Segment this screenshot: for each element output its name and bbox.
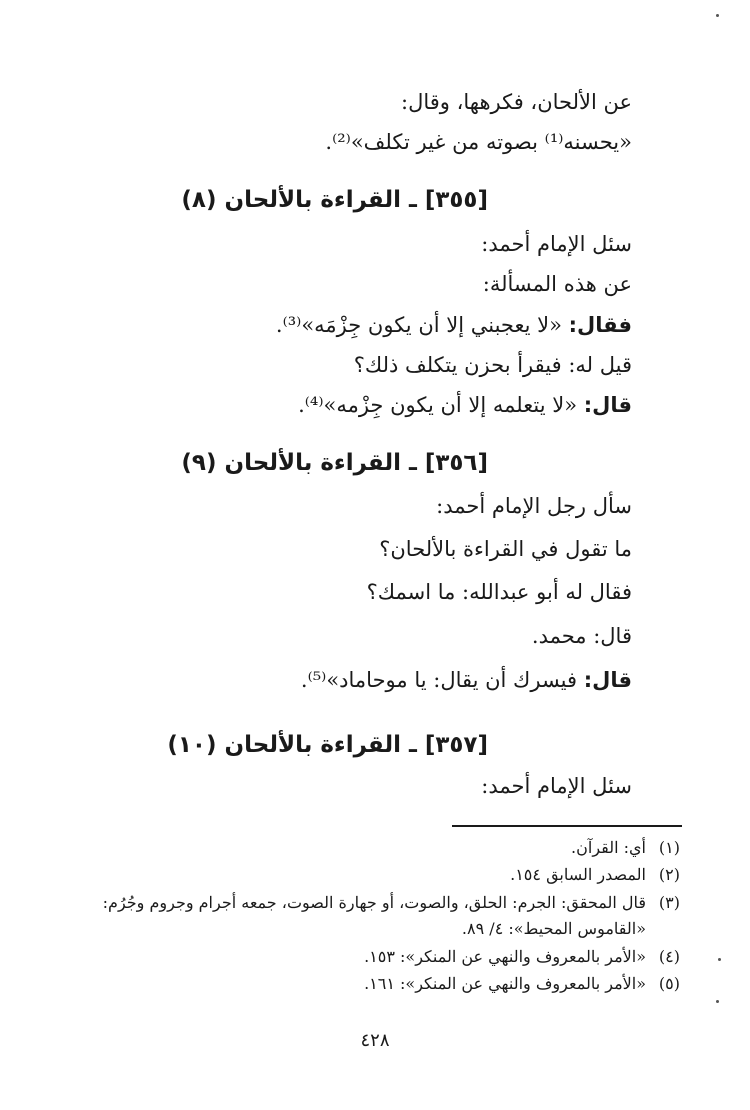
body-line: [301, 666, 632, 694]
footnote-text: أي: القرآن.: [571, 838, 646, 857]
footnote: [364, 946, 680, 968]
body-line: «يحسنه⁽¹⁾ بصوته من غير تكلف»⁽²⁾.: [325, 130, 632, 154]
footnote: [510, 864, 680, 886]
footnote-number: (٢): [658, 865, 680, 884]
footnote-divider: [452, 825, 682, 827]
speaker-label: فقال:: [568, 313, 632, 337]
footnote-text: «الأمر بالمعروف والنهي عن المنكر»: ١٦١.: [364, 974, 646, 993]
body-line: [298, 391, 632, 419]
footnote-number: (٣): [658, 893, 680, 912]
page-number: ٤٢٨: [360, 1030, 390, 1051]
body-line: سئل الإمام أحمد:: [481, 774, 632, 798]
body-line: عن هذه المسألة:: [482, 272, 632, 296]
footnote-text: قال المحقق: الجرم: الحلق، والصوت، أو جهارة الصوت، جمعه أجرام وجروم وجُرُم:: [102, 893, 646, 912]
body-line: سأل رجل الإمام أحمد:: [436, 494, 632, 518]
body-line: سئل الإمام أحمد:: [481, 232, 632, 256]
footnote: [103, 892, 680, 914]
body-line: عن الألحان، فكرهها، وقال:: [401, 90, 632, 114]
section-heading: [٣٥٧] ـ القراءة بالألحان (١٠): [167, 732, 488, 758]
body-line: ما تقول في القراءة بالألحان؟: [379, 537, 632, 561]
speaker-label: قال:: [583, 393, 632, 417]
section-heading: [٣٥٥] ـ القراءة بالألحان (٨): [181, 187, 488, 213]
scan-speck: [716, 14, 719, 17]
footnote-text: «الأمر بالمعروف والنهي عن المنكر»: ١٥٣.: [364, 947, 646, 966]
footnote-continuation: [462, 918, 646, 940]
quote-text: «لا يتعلمه إلا أن يكون جِزْمه»⁽⁴⁾.: [298, 393, 584, 417]
footnote-number: (٥): [658, 974, 680, 993]
footnote-text: «القاموس المحيط»: ٤/ ٨٩.: [461, 919, 646, 938]
scan-speck: [716, 1000, 719, 1003]
footnote-number: (٤): [658, 947, 680, 966]
quote-text: «لا يعجبني إلا أن يكون جِزْمَه»⁽³⁾.: [275, 313, 569, 337]
body-line: [276, 311, 632, 339]
body-line: قال: محمد.: [531, 624, 632, 648]
footnote-text: المصدر السابق ١٥٤.: [510, 865, 646, 884]
quote-text: فيسرك أن يقال: يا موحاماد»⁽⁵⁾.: [300, 668, 584, 692]
scan-speck: [718, 958, 721, 961]
body-line: قيل له: فيقرأ بحزن يتكلف ذلك؟: [353, 353, 632, 377]
footnote-number: (١): [658, 838, 680, 857]
footnote: [571, 837, 680, 859]
section-heading: [٣٥٦] ـ القراءة بالألحان (٩): [181, 450, 488, 476]
footnote: [364, 973, 680, 995]
speaker-label: قال:: [583, 668, 632, 692]
body-line: فقال له أبو عبدالله: ما اسمك؟: [366, 580, 632, 604]
